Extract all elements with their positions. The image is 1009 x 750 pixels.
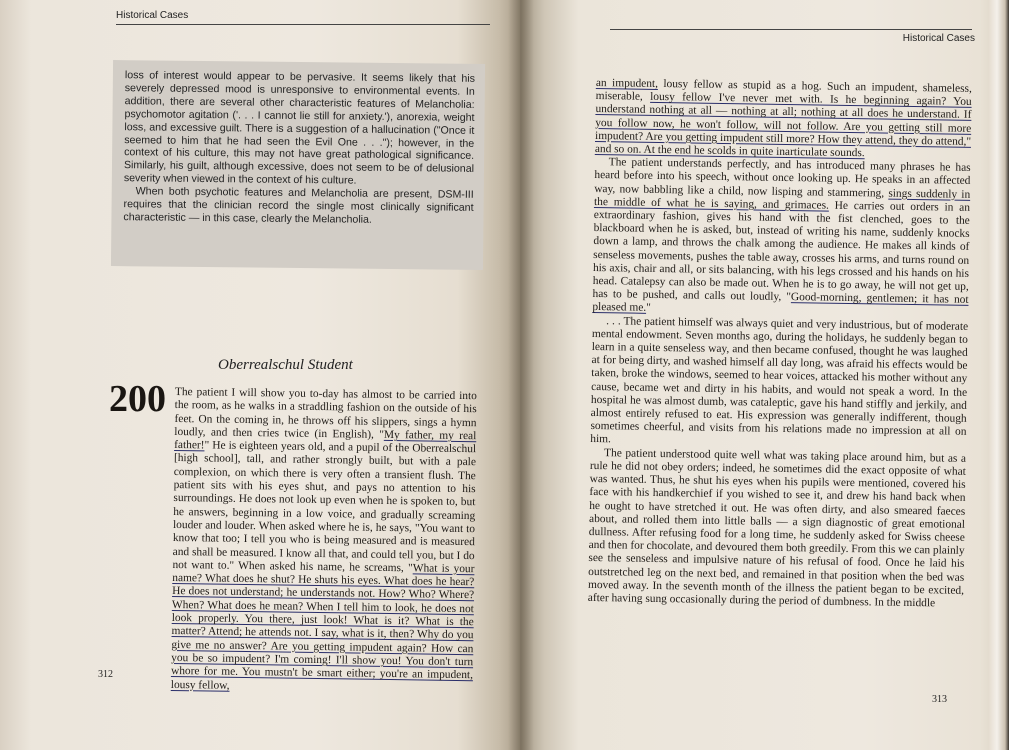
case-number: 200 [109,378,166,420]
case-text [99,385,477,696]
right-paragraph-2-text-c: " [646,302,651,315]
commentary-paragraph-2: When both psychotic features and Melancholia are present, DSM-III requires that the clinician record the single most clinically significant characteristic — in this case, clearly the Melancholia. [123,185,474,226]
underlined-speech-passage: What is your name? What does he shut? He shuts his eyes. What does he hear? He does not understand; he understands not. How? Who? Where? When? What does he mean? When I tell him to look, he does not look properly. You there, just look! What is it? What is the matter? Attend; he attends not. I say, what is it, then? Why do you give me no answer? Are you getting impudent again? How can you be so impudent? I'm coming! I'll show you! You don't turn whore for me. You mustn't be smart either; you're an impudent, lousy fellow, [170,562,475,692]
right-paragraph-2 [592,156,970,320]
right-page-text [588,77,972,611]
running-head-right: Historical Cases [902,33,975,44]
right-paragraph-3: . . . The patient himself was always quiet and very industrious, but of moderate mental endowment. Seven months ago, during the holidays, he suddenly began to learn in a quite senseless way, and then became confused, thought he was laughed at for being dirty, and washed himself all day long, was afraid his effects would be taken, broke the windows, seemed to hear voices, attacked his mother without any cause, became wet and dirty in his habits, and would not speak a word. In the hospital he was almost dumb, was cataleptic, gave his hand stiffly and jerkily, and almost entirely refused to eat. His expression was generally indifferent, though sometimes cheerful, and visits from his relations made no impression at all on him. [590,314,969,446]
right-paragraph-2-text-a: The patient understands perfectly, and has introduced many phrases he has heard before into his speech, without once looking up. He speaks in an affected way, now babbling like a child, now lisping and stammering, [594,156,971,200]
page-number-right: 313 [932,694,947,705]
running-head-left: Historical Cases [116,10,189,21]
underlined-good-morning: Good-morning, gentlemen; it has not pleased me. [592,291,969,315]
shaded-commentary-box [111,60,485,270]
book-gutter-shadow [508,0,534,750]
right-paragraph-2-text-b: He carries out orders in an extraordinary fashion, gives his hand with the fist clenched, goes to the blackboard when he is asked, but, instead of writing his name, suddenly knocks down a lamp, and throws the chalk among the audience. He makes all kinds of senseless movements, pushes the table away, crosses his arms, and turns round on his axis, chair and all, or sits balancing, with his legs crossed and his hands on his head. Catalepsy can also be made out. When he is to go away, he will not get up, has to be pushed, and calls out loudly, " [592,199,971,304]
header-rule-right [610,29,972,30]
case-text-part-1: The patient I will show you to-day has almost to be carried into the room, as he walks in a straddling fashion on the outside of his feet. On the coming in, he throws off his slippers, sings a hymn loudly, and then cries twice (in English), " [174,386,477,441]
case-text-part-2: " He is eighteen years old, and a pupil of the Oberrealschul [high school], tall, and rather strongly built, but with a pale complexion, on which there is very often a transient flush. The patient sits with his eyes shut, and pays no attention to his surroundings. He does not look up even when he is spoken to, but he answers, beginning in a low voice, and gradually screaming louder and louder. When asked where he is, he says, "You want to know that too; I tell you who is being measured and is measured and shall be measured. I know all that, and could tell you, but I do not want to." When asked his name, he screams, " [172,439,477,575]
right-paragraph-1 [595,77,972,162]
commentary-paragraph-1: loss of interest would appear to be pervasive. It seems likely that his severely depressed mood is unresponsive to environmental events. In addition, there are several other characteristic features of Melancholia: psychomotor agitation ('. . . I cannot lie still for anxiety.'), anorexia, weight loss, and excessive guilt. There is a suggestion of a hallucination ("Once it seemed to him that he had seen the Evil One . . ."); however, in the context of his culture, this may not have great pathological significance. Similarly, his guilt, although excessive, does not seem to be of delusional severity when viewed in the context of his culture. [123,69,475,187]
right-page-edge [989,0,1009,750]
header-rule-left [116,24,490,25]
underlined-impudent: an impudent, [595,77,659,90]
underlined-quote-father: My father, my real father! [174,428,477,452]
right-paragraph-1-text: lousy fellow as stupid as a hog. Such an impudent, shameless, miserable, [595,77,972,104]
page-number-left: 312 [98,669,113,680]
right-paragraph-4: The patient understood quite well what was taking place around him, but as a rule he did not obey orders; indeed, he sometimes did the exact opposite of what was wanted. Thus, he shut his eyes when his pupils were mentioned, covered his face with his handkerchief if you wished to see it, and drew his hand back when he ought to have stretched it out. He was often dirty, and also smeared faeces about, and rolled them into little balls — a sign diagnostic of great emotional dullness. After refusing food for a long time, he suddenly asked for Swiss cheese and then for chocolate, and devoured them both greedily. From this we can plainly see the senseless and impulsive nature of his refusal of food. Once he laid his outstretched leg on the next bed, and remained in that position when the bed was moved away. In the seventh month of the illness the patient began to be excited, after having sung occasionally during the period of dumbness. In the middle [587,446,967,610]
section-title: Oberrealschul Student [218,357,353,373]
right-page [520,0,1009,750]
underlined-speech-continued: lousy fellow I've never met with. Is he beginning again? You understand nothing at all — nothing at all; nothing at all does he understand. If you follow now, he won't follow, will not follow. Are you getting still more impudent? Are you getting impudent still more? How they attend, they do attend," and so on. At the end he scolds in quite inarticulate sounds. [594,91,972,160]
underlined-sings-grimaces: sings suddenly in the middle of what he is saying, and grimaces. [593,187,971,212]
case-text-body [99,385,477,696]
